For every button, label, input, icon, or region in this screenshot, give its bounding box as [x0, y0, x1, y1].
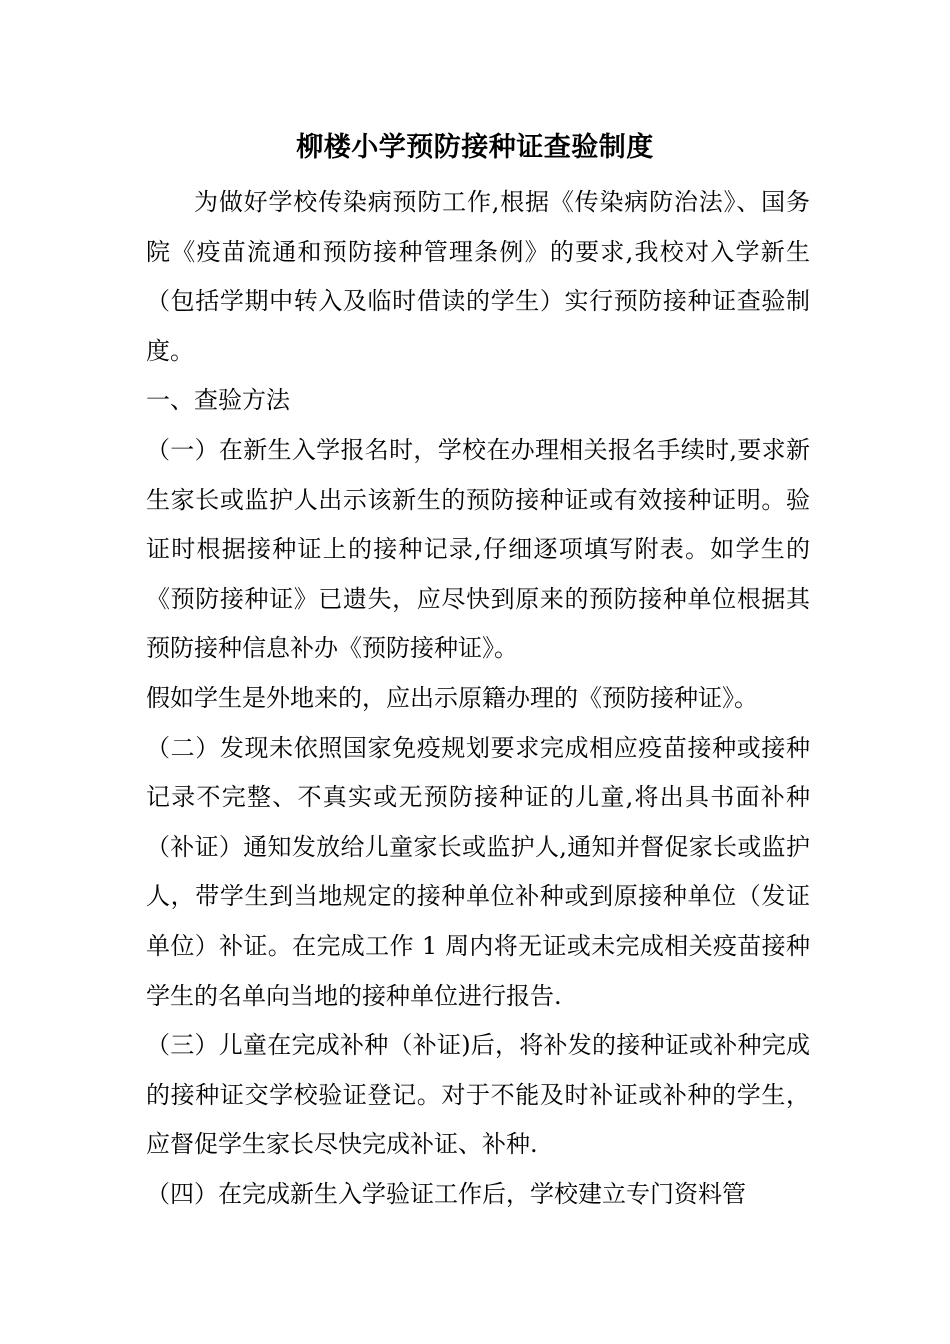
document-title: 柳楼小学预防接种证查验制度: [296, 132, 654, 163]
intro-paragraph: 为做好学校传染病预防工作,根据《传染病防治法》、国务院《疫苗流通和预防接种管理条例》的要求,我校对入学新生（包括学期中转入及临时借读的学生）实行预防接种证查验制度。: [146, 188, 810, 365]
section-heading-method: 一、查验方法: [146, 386, 290, 415]
paragraph-item-1: （一）在新生入学报名时，学校在办理相关报名手续时,要求新生家长或监护人出示该新生的预防接种证或有效接种证明。验证时根据接种证上的接种记录,仔细逐项填写附表。如学生的《预防接种证》已遗失，应尽快到原来的预防接种单位根据其预防接种信息补办《预防接种证》。: [146, 435, 810, 663]
paragraph-item-4: （四）在完成新生入学验证工作后，学校建立专门资料管: [146, 1179, 746, 1208]
paragraph-foreign-students: 假如学生是外地来的，应出示原籍办理的《预防接种证》。: [146, 683, 758, 712]
paragraph-item-2: （二）发现未依照国家免疫规划要求完成相应疫苗接种或接种记录不完整、不真实或无预防接种证的儿童,将出具书面补种（补证）通知发放给儿童家长或监护人,通知并督促家长或监护人，带学生到当地规定的接种单位补种或到原接种单位（发证单位）补证。在完成工作 1 周内将无证或未完成相关疫苗接种学生的名单向当地的接种单位进行报告.: [146, 733, 810, 1010]
document-body: [146, 178, 810, 1219]
paragraph-item-3: （三）儿童在完成补种（补证)后，将补发的接种证或补种完成的接种证交学校验证登记。对于不能及时补证或补种的学生，应督促学生家长尽快完成补证、补种.: [146, 1031, 810, 1159]
